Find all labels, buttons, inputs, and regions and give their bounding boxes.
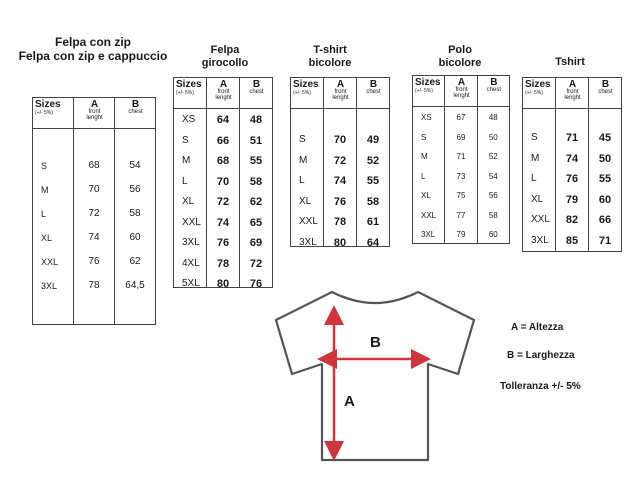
a-cell: 80: [333, 236, 347, 249]
legend-a-definition: A = Altezza: [511, 322, 564, 333]
a-cell: 68: [216, 155, 230, 167]
title-tshirt-bic-line2: bicolore: [308, 56, 352, 69]
b-cell: 62: [129, 256, 141, 267]
title-tshirt-bicolore: [290, 44, 370, 69]
size-cell: XS: [421, 113, 432, 122]
header-a: [206, 78, 239, 108]
header-b-label: B: [369, 79, 378, 90]
title-polo-line1: Polo: [448, 44, 472, 56]
tshirt-outline: [276, 292, 474, 460]
size-table-tshirt-bicolore: [290, 77, 390, 247]
a-cell: 85: [565, 234, 579, 247]
b-cell: 55: [366, 175, 380, 187]
table-body: [523, 108, 621, 251]
column-a: [73, 128, 114, 324]
header-a-sub1: front: [334, 89, 347, 95]
header-a-sub2: lenght: [215, 95, 232, 101]
size-cell: XL: [299, 195, 312, 207]
column-sizes: [523, 108, 555, 251]
header-b: [477, 76, 509, 106]
size-cell: XS: [182, 114, 196, 125]
header-b-sub: chest: [598, 89, 613, 95]
size-cell: 4XL: [182, 257, 200, 269]
column-b: [114, 128, 155, 324]
header-sizes-label: Sizes: [293, 79, 319, 90]
size-cell: L: [182, 175, 188, 187]
b-cell: 62: [249, 196, 263, 208]
a-cell: 72: [333, 154, 347, 167]
title-tshirt-line1: Tshirt: [555, 56, 585, 68]
header-tolerance: (+/- 5%): [35, 110, 53, 116]
header-a-sub2: lenght: [564, 95, 581, 101]
a-cell: 79: [456, 230, 466, 239]
column-a: [444, 106, 476, 243]
b-cell: 69: [249, 237, 263, 249]
b-cell: 76: [249, 278, 263, 290]
size-cell: 3XL: [299, 236, 317, 248]
header-a: [73, 98, 114, 128]
b-cell: 60: [129, 232, 141, 243]
header-tolerance: (+/- 5%): [525, 90, 543, 96]
a-cell: 75: [456, 191, 466, 200]
a-cell: 76: [216, 237, 230, 249]
b-cell: 61: [366, 216, 380, 228]
table-body: [413, 106, 509, 243]
header-b-sub: chest: [128, 109, 143, 115]
header-a: [323, 78, 356, 108]
size-cell: XL: [41, 233, 53, 243]
size-cell: XL: [421, 191, 431, 200]
size-cell: M: [421, 152, 428, 161]
size-cell: 3XL: [421, 230, 436, 239]
header-sizes: [413, 76, 444, 106]
title-polo-line2: bicolore: [438, 56, 482, 69]
column-b: [239, 108, 272, 290]
column-sizes: [413, 106, 444, 243]
a-cell: 66: [216, 134, 230, 147]
header-a-label: A: [90, 99, 99, 110]
column-b: [588, 108, 621, 251]
b-cell: 49: [366, 134, 380, 146]
b-cell: 58: [129, 208, 141, 219]
header-a-label: A: [457, 77, 466, 88]
a-cell: 78: [333, 216, 347, 228]
size-cell: 3XL: [182, 237, 200, 248]
b-cell: 56: [129, 184, 141, 195]
b-cell: 54: [129, 160, 141, 171]
header-b-label: B: [131, 99, 140, 110]
header-sizes-label: Sizes: [525, 79, 551, 90]
header-b-label: B: [490, 77, 498, 88]
column-a: [206, 108, 239, 290]
size-cell: S: [182, 134, 189, 146]
b-cell: 55: [598, 173, 612, 185]
a-cell: 67: [456, 113, 466, 122]
b-cell: 52: [366, 154, 380, 167]
legend-tolerance: Tolleranza +/- 5%: [500, 381, 581, 392]
column-b: [477, 106, 509, 243]
title-felpa-zip-line2: Felpa con zip e cappuccio: [18, 48, 168, 63]
b-cell: 66: [598, 214, 612, 226]
b-cell: 48: [488, 113, 498, 122]
header-sizes: [291, 78, 323, 108]
a-cell: 79: [565, 193, 579, 206]
a-cell: 74: [565, 152, 579, 165]
size-cell: 3XL: [531, 234, 549, 246]
size-cell: M: [531, 152, 540, 164]
header-b-sub: chest: [486, 87, 501, 93]
a-cell: 68: [88, 160, 100, 171]
title-tshirt: [540, 56, 600, 69]
a-cell: 70: [216, 175, 230, 188]
header-sizes: [174, 78, 206, 108]
header-b: [114, 98, 155, 128]
b-cell: 58: [249, 175, 263, 188]
header-a-label: A: [568, 79, 577, 90]
a-cell: 71: [565, 132, 579, 144]
size-cell: S: [41, 161, 48, 171]
table-body: [33, 128, 155, 324]
header-a-sub1: front: [455, 87, 468, 93]
header-b: [239, 78, 272, 108]
b-cell: 64,5: [125, 280, 145, 291]
title-polo-bicolore: [415, 44, 505, 69]
b-cell: 71: [598, 234, 612, 247]
size-cell: 3XL: [41, 281, 58, 291]
b-cell: 64: [366, 236, 380, 249]
column-a: [323, 108, 356, 249]
b-cell: 52: [488, 152, 498, 161]
a-cell: 76: [565, 173, 579, 185]
size-cell: XXL: [299, 216, 318, 227]
size-cell: M: [182, 155, 191, 166]
diagram-label-a: A: [344, 393, 355, 410]
size-cell: L: [531, 173, 537, 184]
header-a-sub1: front: [88, 109, 101, 115]
header-sizes: [33, 98, 73, 128]
size-cell: L: [421, 171, 426, 181]
title-tshirt-bic-line1: T-shirt: [313, 44, 347, 56]
table-body: [174, 108, 272, 290]
b-cell: 65: [249, 216, 263, 229]
b-cell: 72: [249, 257, 263, 270]
b-cell: 56: [488, 191, 498, 200]
a-cell: 74: [88, 232, 100, 243]
a-cell: 82: [565, 214, 579, 226]
size-cell: XXL: [41, 257, 59, 267]
a-cell: 74: [333, 175, 347, 187]
header-b-label: B: [601, 79, 610, 90]
header-a-sub1: front: [566, 89, 579, 95]
a-cell: 78: [88, 280, 100, 291]
b-cell: 51: [249, 134, 263, 147]
b-cell: 45: [598, 132, 612, 144]
header-tolerance: (+/- 5%): [176, 90, 194, 96]
header-sizes-label: Sizes: [35, 99, 61, 110]
header-sizes-label: Sizes: [415, 77, 441, 88]
title-felpa-zip: [8, 36, 178, 64]
size-cell: S: [531, 132, 538, 143]
b-cell: 50: [598, 152, 612, 165]
legend-b-definition: B = Larghezza: [507, 350, 575, 361]
a-cell: 80: [216, 278, 230, 290]
size-table-polo-bicolore: [412, 75, 510, 244]
b-cell: 60: [598, 193, 612, 206]
b-cell: 54: [488, 171, 498, 181]
a-cell: 72: [88, 208, 100, 219]
header-a-sub1: front: [217, 89, 230, 95]
size-cell: XXL: [182, 216, 201, 228]
header-a: [555, 78, 588, 108]
tshirt-diagram: [270, 286, 480, 466]
table-body: [291, 108, 389, 249]
a-cell: 70: [333, 134, 347, 146]
size-cell: XL: [182, 196, 195, 207]
size-cell: XXL: [421, 210, 437, 220]
b-cell: 60: [488, 230, 498, 239]
header-a-sub2: lenght: [86, 115, 103, 121]
column-a: [555, 108, 588, 251]
a-cell: 78: [216, 257, 230, 270]
a-cell: 72: [216, 196, 230, 208]
header-b-label: B: [252, 79, 261, 90]
header-b-sub: chest: [249, 89, 264, 95]
b-cell: 50: [488, 132, 498, 142]
column-sizes: [291, 108, 323, 246]
title-felpa-girocollo: [180, 44, 270, 69]
size-cell: S: [299, 134, 306, 145]
size-cell: L: [41, 209, 47, 219]
a-cell: 74: [216, 216, 230, 229]
diagram-label-b: B: [370, 334, 381, 351]
a-cell: 76: [88, 256, 100, 267]
a-cell: 71: [456, 152, 466, 161]
header-b: [356, 78, 389, 108]
title-girocollo-line2: girocollo: [201, 56, 249, 69]
b-cell: 58: [366, 195, 380, 208]
a-cell: 69: [456, 132, 466, 142]
header-a-label: A: [336, 79, 345, 90]
size-cell: 5XL: [182, 278, 200, 289]
b-cell: 48: [249, 114, 263, 126]
b-cell: 58: [488, 210, 498, 220]
column-sizes: [33, 128, 73, 324]
header-b-sub: chest: [366, 89, 381, 95]
header-a: [444, 76, 476, 106]
size-cell: S: [421, 132, 427, 142]
size-cell: L: [299, 175, 305, 186]
a-cell: 77: [456, 210, 466, 220]
size-table-felpa-zip: [32, 97, 156, 325]
title-felpa-zip-line1: Felpa con zip: [54, 35, 131, 49]
a-cell: 64: [216, 114, 230, 126]
header-b: [588, 78, 621, 108]
header-sizes: [523, 78, 555, 108]
header-tolerance: (+/- 5%): [415, 88, 433, 94]
b-cell: 55: [249, 155, 263, 167]
size-cell: M: [299, 154, 308, 166]
size-table-tshirt: [522, 77, 622, 252]
size-cell: XL: [531, 193, 544, 205]
size-cell: M: [41, 185, 49, 195]
header-a-label: A: [219, 79, 228, 90]
header-a-sub2: lenght: [453, 93, 470, 99]
size-table-felpa-girocollo: [173, 77, 273, 288]
title-girocollo-line1: Felpa: [210, 44, 240, 56]
size-cell: XXL: [531, 214, 550, 225]
column-sizes: [174, 108, 206, 287]
column-b: [356, 108, 389, 249]
a-cell: 76: [333, 195, 347, 208]
header-tolerance: (+/- 5%): [293, 90, 311, 96]
a-cell: 73: [456, 171, 466, 181]
header-sizes-label: Sizes: [176, 79, 202, 90]
a-cell: 70: [88, 184, 100, 195]
header-a-sub2: lenght: [332, 95, 349, 101]
